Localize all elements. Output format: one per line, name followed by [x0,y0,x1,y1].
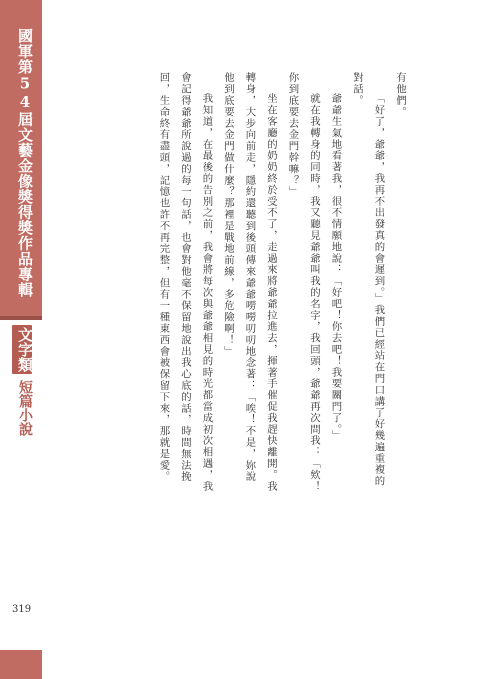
story-paragraph-6: 我知道，在最後的告別之前，我會將每次與爺爺相見的時光都當成初次相遇，我會記得爺爺所說過的每一句話，也會對他毫不保留地說出我心底的話，時間無法挽回，生命終有盡頭，記憶也許不再完整，但有一種東西會被保留下來，那就是愛。 [157,72,213,492]
sidebar-bottom-band [0,650,42,679]
genre-label: 短篇小說 [17,380,33,436]
story-paragraph-5: 坐在客廳的奶奶終於受不了，走過來將爺爺拉進去，揮著手催促我趕快離開。我轉身，大步向前走，隱約還聽到後頭傳來爺爺嘮嘮叨叨地念著：「唉！不是，妳說他到底要去金門做什麼？那裡是戰地前線，多危險啊！」 [222,72,277,492]
story-paragraph-3: 爺爺生氣地看著我，很不情願地說：「好吧！你去吧！我要關門了。」 [329,92,342,441]
story-text [70,72,410,492]
story-paragraph-1: 有他們。 [394,72,406,118]
story-paragraph-2: 「好了，爺爺，我再不出發真的會遲到。」我們已經站在門口講了好幾遍重複的對話。 [351,72,385,487]
sidebar [0,0,42,679]
page-number: 319 [12,604,32,615]
series-title: 國軍第54屆文藝金像獎得獎作品專輯 [16,28,34,298]
category-label: 文字類 [12,325,32,374]
story-paragraph-4: 就在我轉身的同時，我又聽見爺爺叫我的名字，我回頭，爺爺再次問我：「欸！你到底要去金門幹嘛？」 [286,72,320,492]
